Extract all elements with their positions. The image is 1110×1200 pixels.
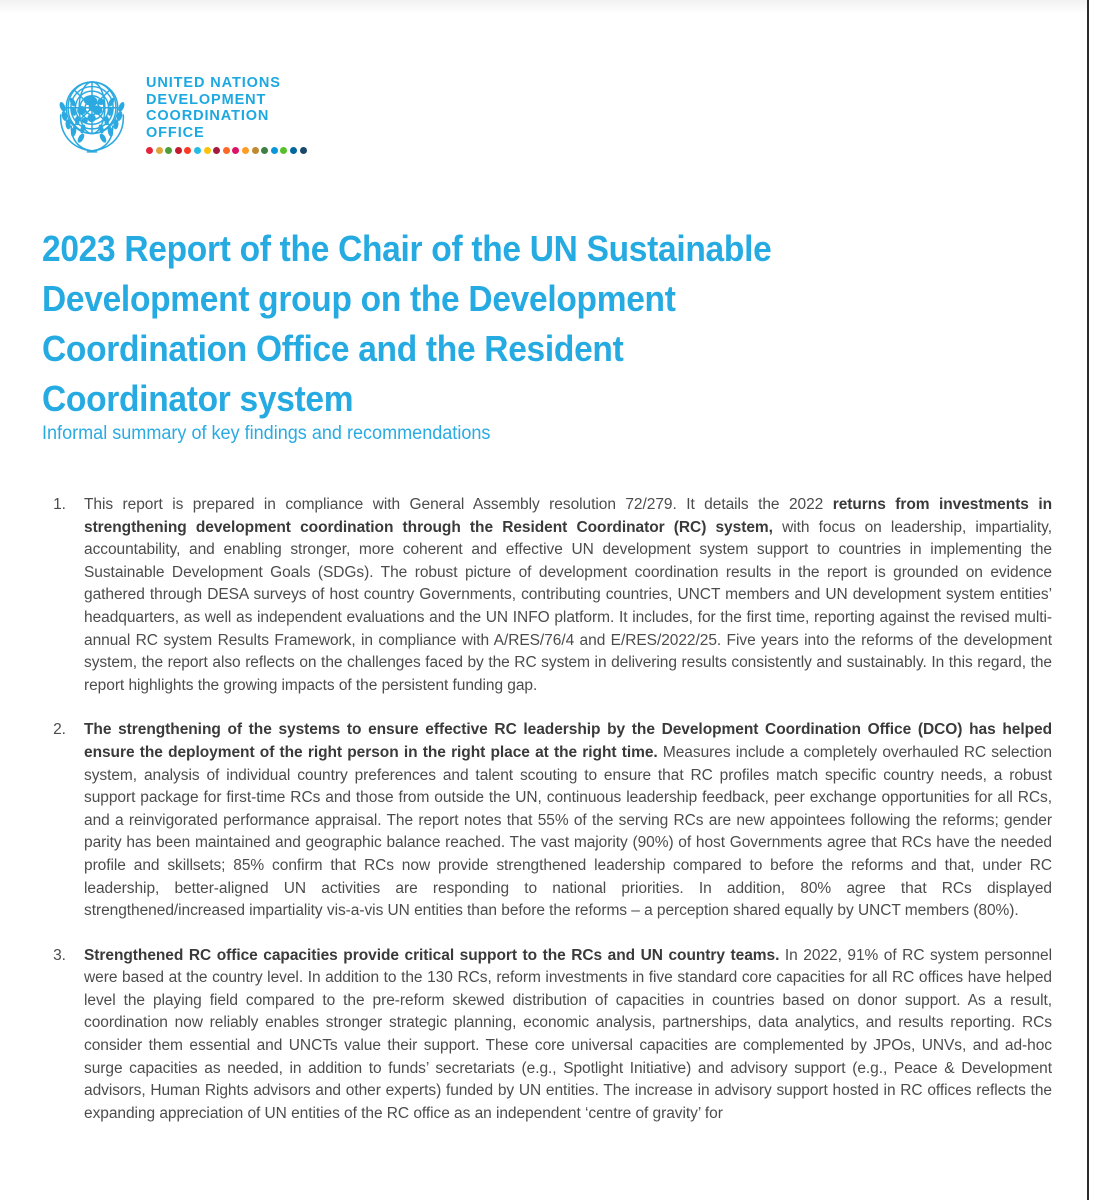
- sdg-dot-7: [204, 147, 211, 154]
- page-right-margin: [1087, 0, 1110, 1200]
- un-dco-logo: [46, 70, 307, 162]
- paragraph-run: This report is prepared in compliance with General Assembly resolution 72/279. It details the 2022: [84, 496, 833, 513]
- sdg-dot-9: [223, 147, 230, 154]
- paragraph-item: [42, 945, 1052, 1126]
- paragraph-bold-run: returns from investments in strengthening development coordination through the Resident Coordinator (RC) system,: [84, 496, 1052, 536]
- paragraph-text: [84, 945, 1052, 1126]
- sdg-dot-4: [175, 147, 182, 154]
- sdg-dot-15: [280, 147, 287, 154]
- sdg-color-dots: [146, 147, 307, 154]
- page-top-shading: [0, 0, 1087, 14]
- sdg-dot-2: [156, 147, 163, 154]
- sdg-dot-16: [290, 147, 297, 154]
- sdg-dot-1: [146, 147, 153, 154]
- paragraph-bold-run: The strengthening of the systems to ensure effective RC leadership by the Development Coordination Office (DCO) has helped ensure the deployment of the right person in the right place at the right time.: [84, 721, 1052, 761]
- logo-line-1: UNITED NATIONS: [146, 75, 281, 91]
- logo-line-2: DEVELOPMENT: [146, 91, 267, 108]
- page-subtitle: Informal summary of key findings and recommendations: [42, 423, 491, 444]
- sdg-dot-3: [165, 147, 172, 154]
- sdg-dot-11: [242, 147, 249, 154]
- paragraph-run: In 2022, 91% of RC system personnel were based at the country level. In addition to the 130 RCs, reform investments in five standard core capacities for all RC offices have helped level the playing field compared to the pre-reform skewed distribution of capacities in countries based on donor support. As a result, coordination now reliably enables stronger strategic planning, economic analysis, partnerships, data analytics, and results reporting. RCs consider them essential and UNCTs value their support. These core universal capacities are complemented by JPOs, UNVs, and ad-hoc surge capacities as needed, in addition to funds’ secretariats (e.g., Spotlight Initiative) and advisory support (e.g., Peace & Development advisors, Human Rights advisors and other experts) funded by UN entities. The increase in advisory support hosted in RC offices reflects the expanding appreciation of UN entities of the RC office as an independent ‘centre of gravity’ for: [84, 946, 1053, 1122]
- sdg-dot-10: [232, 147, 239, 154]
- paragraph-text: [84, 719, 1052, 922]
- paragraph-number: 2.: [53, 721, 66, 739]
- paragraph-run: Measures include a completely overhauled RC selection system, analysis of individual country preferences and talent scouting to ensure that RC profiles match specific country needs, a robust support package for first-time RCs and those from outside the UN, continuous leadership feedback, peer exchange opportunities for all RCs, and a reinvigorated performance appraisal. The report notes that 55% of the serving RCs are new appointees following the reforms; gender parity has been maintained and geographic balance reached. The vast majority (90%) of host Governments agree that RCs have the needed profile and skillsets; 85% confirm that RCs now provide strengthened leadership compared to before the reforms and that, under RC leadership, better-aligned UN activities are responding to national priorities. In addition, 80% agree that RCs displayed strengthened/increased impartiality vis-a-vis UN entities than before the reforms – a perception shared equally by UNCT members (80%).: [84, 743, 1052, 920]
- logo-line-4: OFFICE: [146, 124, 205, 141]
- logo-wordmark: [146, 70, 307, 154]
- paragraph-number: 3.: [53, 946, 66, 964]
- page-title: 2023 Report of the Chair of the UN Sustainable Development group on the Development Coordination Office and the Resident Coordinator system: [42, 228, 772, 420]
- numbered-paragraph-list: [42, 494, 1052, 1147]
- paragraph-bold-run: Strengthened RC office capacities provide critical support to the RCs and UN country teams.: [84, 946, 780, 964]
- paragraph-item: [42, 719, 1052, 922]
- paragraph-text: [84, 494, 1052, 697]
- paragraph-number: 1.: [53, 496, 66, 513]
- sdg-dot-14: [271, 147, 278, 154]
- sdg-dot-5: [184, 147, 191, 154]
- paragraph-item: [42, 494, 1052, 697]
- sdg-dot-12: [252, 147, 259, 154]
- un-emblem-icon: [46, 70, 138, 162]
- sdg-dot-6: [194, 147, 201, 154]
- sdg-dot-8: [213, 147, 220, 154]
- sdg-dot-13: [261, 147, 268, 154]
- logo-line-3: COORDINATION: [146, 108, 270, 124]
- sdg-dot-17: [300, 147, 307, 154]
- paragraph-run: with focus on leadership, impartiality, accountability, and enabling stronger, more coherent and effective UN development system support to countries in implementing the Sustainable Development Goals (SDGs). The robust picture of development coordination results in the report is grounded on evidence gathered through DESA surveys of host country Governments, contributing countries, UNCT members and UN development system entities’ headquarters, as well as independent evaluations and the UN INFO platform. It includes, for the first time, reporting against the revised multi- annual RC system Results Framework, in compliance with A/RES/76/4 and E/RES/2022/25. Five years into the reforms of the development system, the report also reflects on the challenges faced by the RC system in delivering results consistently and sustainably. In this regard, the report highlights the growing impacts of the persistent funding gap.: [84, 518, 1052, 694]
